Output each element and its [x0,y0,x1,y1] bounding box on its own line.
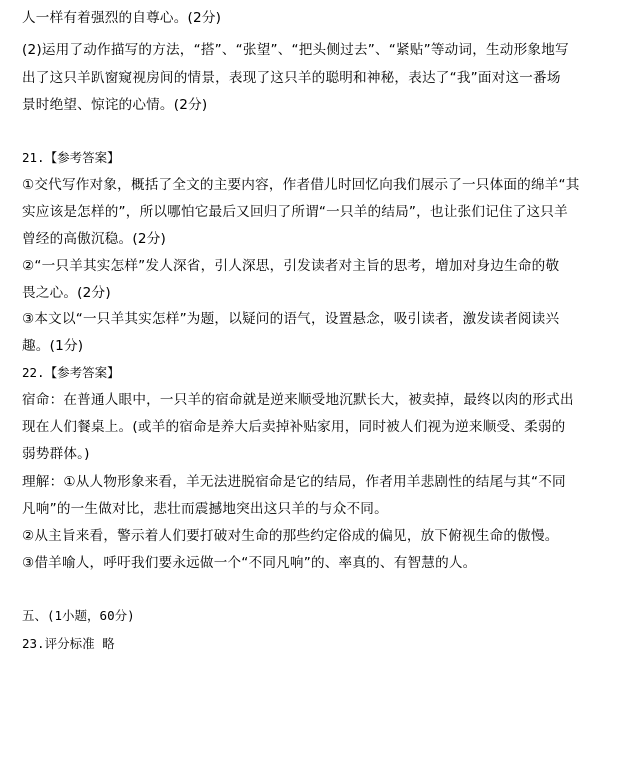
text-line: 畏之心。(2分) [22,285,111,301]
text-line: 弱势群体。) [22,446,90,462]
text-line: ①交代写作对象，概括了全文的主要内容，作者借儿时回忆向我们展示了一只体面的绵羊“其 [22,177,580,193]
text-line: 趣。(1分) [22,338,84,354]
text-line: 人一样有着强烈的自尊心。(2分) [22,10,222,26]
text-line: 现在人们餐桌上。(或羊的宿命是养大后卖掉补贴家用，同时被人们视为逆来顺受、柔弱的 [22,419,566,435]
section-heading-22: 22.【参考答案】 [22,365,120,380]
text-line: (2)运用了动作描写的方法，“搭”、“张望”、“把头侧过去”、“紧贴”等动词，生动形象地写 [22,42,569,58]
section-heading-21: 21.【参考答案】 [22,150,120,165]
text-line: 凡响”的一生做对比，悲壮而震撼地突出这只羊的与众不同。 [22,501,388,517]
text-line: ③借羊喻人，呼吁我们要永远做一个“不同凡响”的、率真的、有智慧的人。 [22,555,477,571]
text-line: 理解：①从人物形象来看，羊无法进脱宿命是它的结局，作者用羊悲剧性的结尾与其“不同 [22,474,566,490]
text-line: 曾经的高傲沉稳。(2分) [22,231,166,247]
text-line: ②从主旨来看，警示着人们要打破对生命的那些约定俗成的偏见，放下俯视生命的傲慢。 [22,528,559,544]
text-line: 景时绝望、惊诧的心情。(2分) [22,97,208,113]
text-line: 宿命：在普通人眼中，一只羊的宿命就是逆来顺受地沉默长大，被卖掉，最终以肉的形式出 [22,392,574,408]
section-heading-5: 五、(1小题，60分) [22,608,135,623]
text-line: ③本文以“一只羊其实怎样”为题，以疑问的语气，设置悬念，吸引读者，激发读者阅读兴 [22,311,560,327]
text-line: 出了这只羊趴窗窥视房间的情景，表现了这只羊的聪明和神秘，表达了“我”面对这一番场 [22,70,561,86]
text-line: ②“一只羊其实怎样”发人深省，引人深思，引发读者对主旨的思考，增加对身边生命的敬 [22,258,560,274]
section-heading-23: 23.评分标准 略 [22,636,115,651]
text-line: 实应该是怎样的”，所以哪怕它最后又回归了所谓“一只羊的结局”，也让张们记住了这只羊 [22,204,568,220]
